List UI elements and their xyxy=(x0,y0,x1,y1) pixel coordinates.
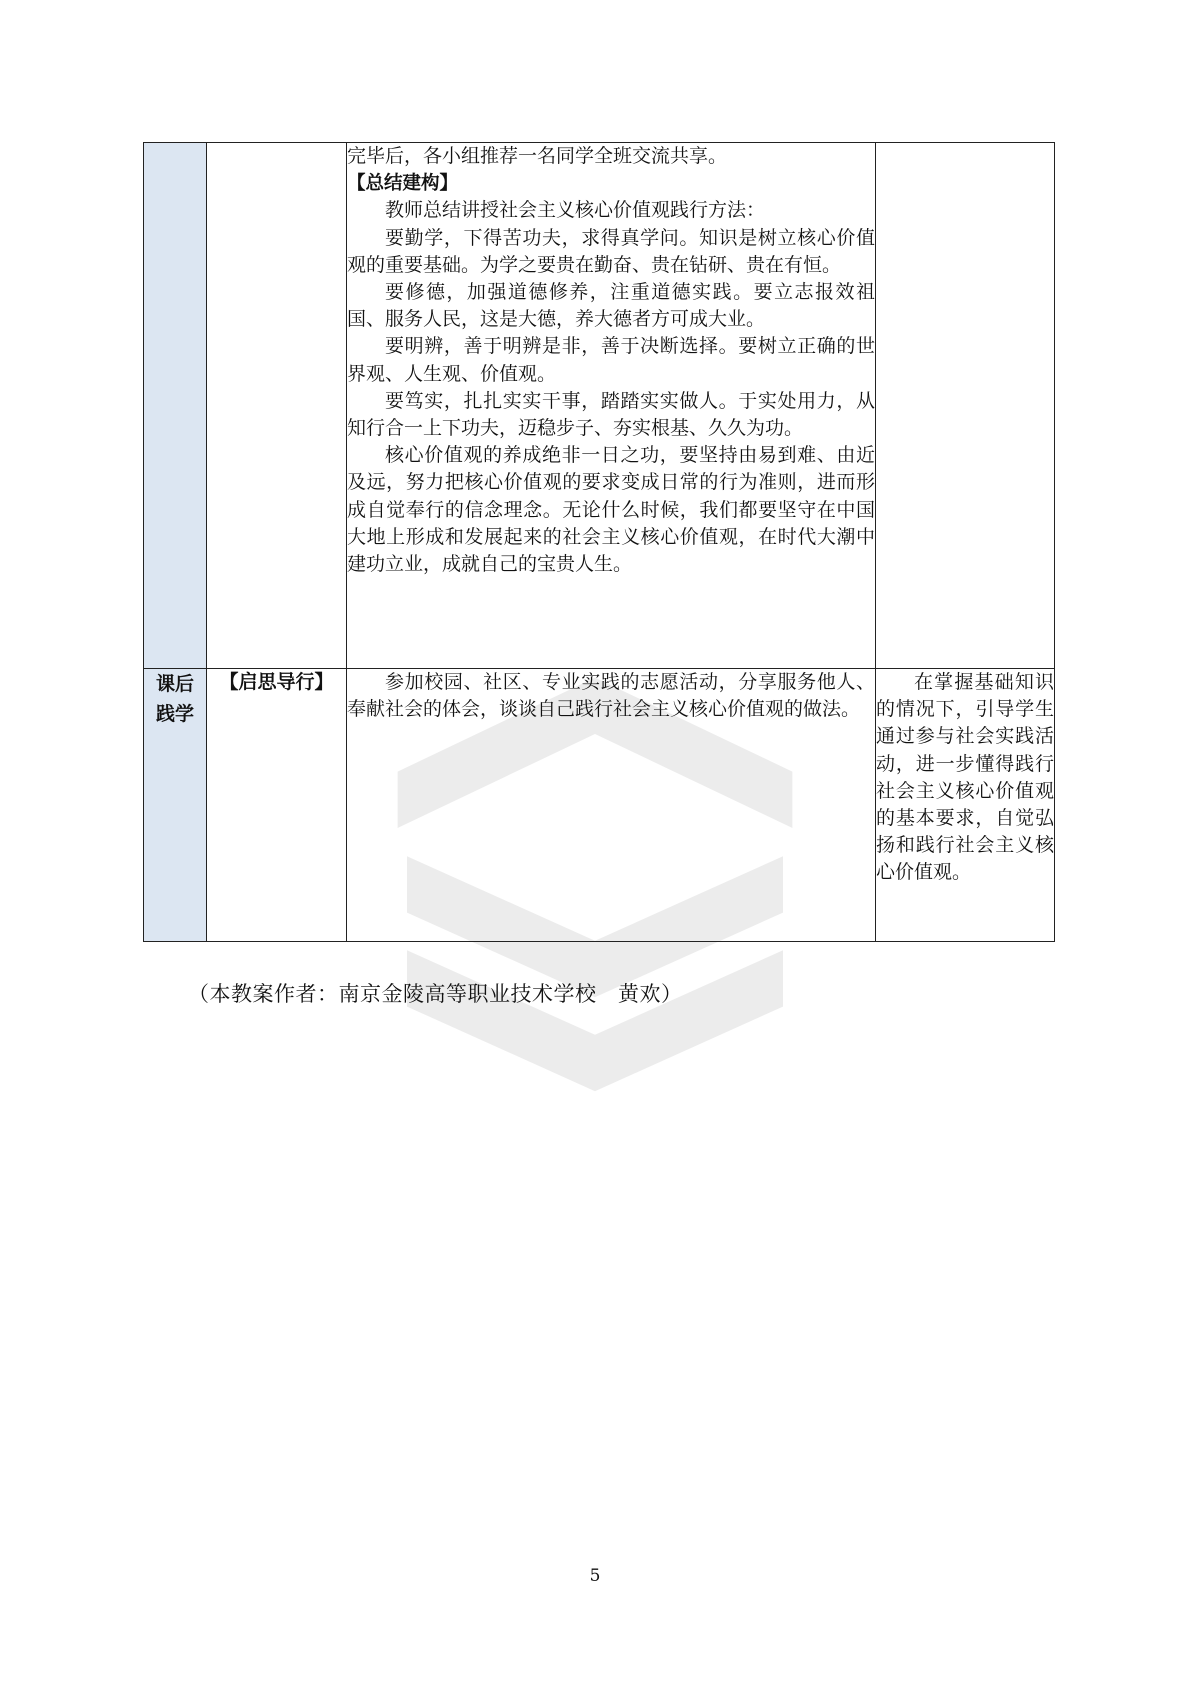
design-text: 在掌握基础知识的情况下，引导学生通过参与社会实践活动，进一步懂得践行社会主义核心价值观的基本要求，自觉弘扬和践行社会主义核心价值观。 xyxy=(876,671,1054,884)
paragraph: 完毕后，各小组推荐一名同学全班交流共享。 xyxy=(347,145,728,167)
paragraph: 要勤学，下得苦功夫，求得真学问。知识是树立核心价值观的重要基础。为学之要贵在勤奋、贵在钻研、贵在有恒。 xyxy=(347,226,875,276)
table-row xyxy=(144,143,1055,669)
step-label: 【启思导行】 xyxy=(219,671,334,693)
step-cell xyxy=(207,143,347,669)
table-row xyxy=(144,669,1055,942)
author-note: （本教案作者：南京金陵高等职业技术学校 黄欢） xyxy=(188,982,683,1006)
paragraph: 参加校园、社区、专业实践的志愿活动，分享服务他人、奉献社会的体会，谈谈自己践行社会主义核心价值观的做法。 xyxy=(347,671,875,721)
paragraph: 要笃实，扎扎实实干事，踏踏实实做人。于实处用力，从知行合一上下功夫，迈稳步子、夯实根基、久久为功。 xyxy=(347,389,875,440)
design-cell xyxy=(876,143,1055,669)
content-cell xyxy=(347,669,876,942)
content-cell xyxy=(347,143,876,669)
design-cell xyxy=(876,669,1055,942)
paragraph: 教师总结讲授社会主义核心价值观践行方法： xyxy=(385,199,766,222)
page-number: 5 xyxy=(589,1566,601,1586)
paragraph: 核心价值观的养成绝非一日之功，要坚持由易到难、由近及远，努力把核心价值观的要求变成日常的行为准则，进而形成自觉奉行的信念理念。无论什么时候，我们都要坚守在中国大地上形成和发展起来的社会主义核心价值观，在时代大潮中建功立业，成就自己的宝贵人生。 xyxy=(347,444,875,576)
stage-label: 课后践学 xyxy=(155,673,194,725)
step-cell xyxy=(207,669,347,942)
paragraph: 要修德，加强道德修养，注重道德实践。要立志报效祖国、服务人民，这是大德，养大德者方可成大业。 xyxy=(347,281,875,331)
paragraph: 要明辨，善于明辨是非，善于决断选择。要树立正确的世界观、人生观、价值观。 xyxy=(347,335,875,385)
section-heading: 【总结建构】 xyxy=(347,173,459,195)
stage-cell xyxy=(144,669,207,942)
lesson-plan-table xyxy=(143,142,1055,942)
stage-cell xyxy=(144,143,207,669)
